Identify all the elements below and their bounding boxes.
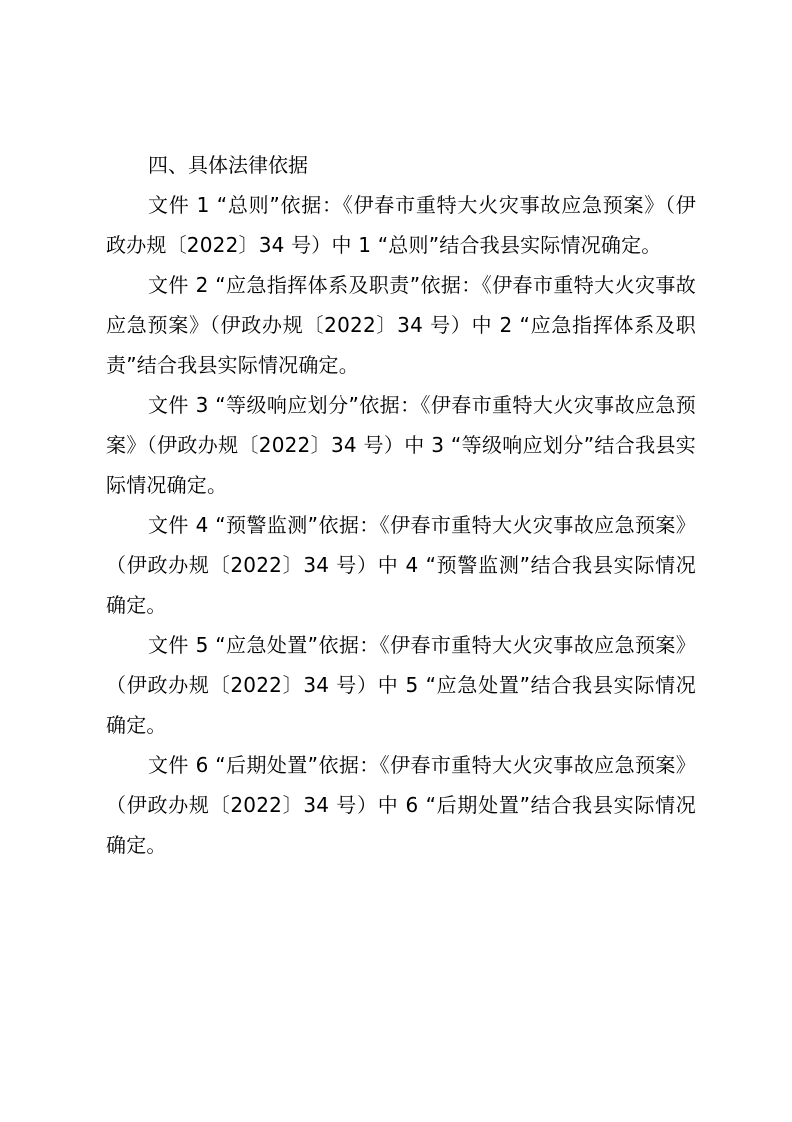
paragraph-file-2: 文件 2 “应急指挥体系及职责”依据：《伊春市重特大火灾事故应急预案》（伊政办规〔2022〕34 号）中 2 “应急指挥体系及职责”结合我县实际情况确定。: [106, 273, 696, 377]
paragraph-file-3: 文件 3 “等级响应划分”依据：《伊春市重特大火灾事故应急预案》（伊政办规〔2022〕34 号）中 3 “等级响应划分”结合我县实际情况确定。: [106, 393, 696, 497]
paragraph-file-1: 文件 1 “总则”依据：《伊春市重特大火灾事故应急预案》（伊政办规〔2022〕34 号）中 1 “总则”结合我县实际情况确定。: [106, 193, 696, 257]
section-heading: 四、具体法律依据: [148, 153, 308, 177]
paragraph-file-5: 文件 5 “应急处置”依据：《伊春市重特大火灾事故应急预案》（伊政办规〔2022〕34 号）中 5 “应急处置”结合我县实际情况确定。: [106, 633, 696, 737]
paragraph-file-6: 文件 6 “后期处置”依据：《伊春市重特大火灾事故应急预案》（伊政办规〔2022〕34 号）中 6 “后期处置”结合我县实际情况确定。: [106, 753, 696, 857]
document-page: [106, 145, 696, 865]
paragraph-file-4: 文件 4 “预警监测”依据：《伊春市重特大火灾事故应急预案》（伊政办规〔2022〕34 号）中 4 “预警监测”结合我县实际情况确定。: [106, 513, 696, 617]
